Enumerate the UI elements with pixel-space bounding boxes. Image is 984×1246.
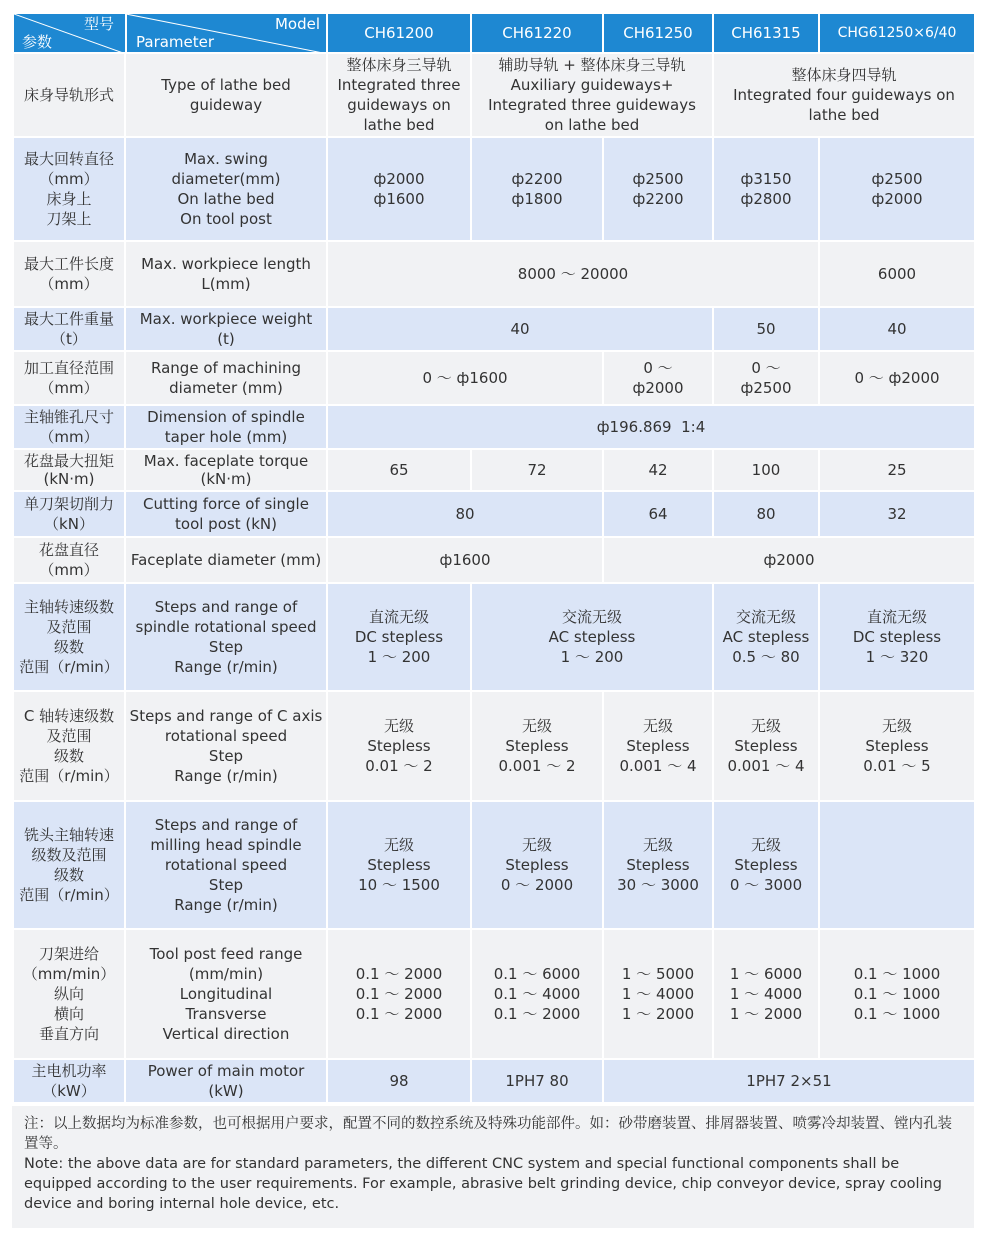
cell-value: 72 [471, 449, 603, 491]
row-machining-diameter-range [13, 351, 975, 405]
en-label: Max. swing diameter(mm) On lathe bed On tool post [125, 137, 327, 241]
cell-value: 无级 Stepless 0 ～ 2000 [471, 801, 603, 929]
cell-value: 辅助导轨 + 整体床身三导轨 Auxiliary guideways+ Integrated three guideways on lathe bed [471, 53, 713, 137]
en-label: Steps and range of spindle rotational speed Step Range (r/min) [125, 583, 327, 691]
en-label: Power of main motor (kW) [125, 1059, 327, 1103]
cell-value: ф2000 [603, 537, 975, 583]
cell-value: 无级 Stepless 0.001 ～ 2 [471, 691, 603, 801]
row-guideway-type [13, 53, 975, 137]
cell-value: ф1600 [327, 537, 603, 583]
cell-value: 0 ～ ф2500 [713, 351, 819, 405]
cell-value: 98 [327, 1059, 471, 1103]
model-ch61315: CH61315 [713, 13, 819, 53]
cn-label: 花盘最大扭矩 (kN·m) [13, 449, 125, 491]
en-label: Steps and range of milling head spindle rotational speed Step Range (r/min) [125, 801, 327, 929]
cell-value: 无级 Stepless 0.01 ～ 5 [819, 691, 975, 801]
cell-value: 40 [819, 307, 975, 351]
model-ch61200: CH61200 [327, 13, 471, 53]
cell-value: 无级 Stepless 10 ～ 1500 [327, 801, 471, 929]
cell-value: 0 ～ ф2000 [603, 351, 713, 405]
cell-value: 整体床身三导轨 Integrated three guideways on lathe bed [327, 53, 471, 137]
cell-value: 32 [819, 491, 975, 537]
cell-value: 无级 Stepless 30 ～ 3000 [603, 801, 713, 929]
row-milling-head-speed [13, 801, 975, 929]
cell-value: ф196.869 1:4 [327, 405, 975, 449]
cell-value: ф2500 ф2200 [603, 137, 713, 241]
cell-value: ф2200 ф1800 [471, 137, 603, 241]
row-faceplate-diameter [13, 537, 975, 583]
footnote [12, 1106, 974, 1228]
en-label: Type of lathe bed guideway [125, 53, 327, 137]
cell-value: 65 [327, 449, 471, 491]
cell-value: 1PH7 80 [471, 1059, 603, 1103]
cell-value: 42 [603, 449, 713, 491]
en-label: Max. workpiece weight (t) [125, 307, 327, 351]
en-label: Max. faceplate torque (kN·m) [125, 449, 327, 491]
en-label: Steps and range of C axis rotational speed Step Range (r/min) [125, 691, 327, 801]
cell-value: 80 [327, 491, 603, 537]
cell-value: 交流无级 AC stepless 1 ～ 200 [471, 583, 713, 691]
cn-label: 最大工件重量（t） [13, 307, 125, 351]
cn-label: 加工直径范围（mm） [13, 351, 125, 405]
row-main-motor-power [13, 1059, 975, 1103]
row-max-workpiece-weight [13, 307, 975, 351]
cn-label: 最大回转直径（mm） 床身上 刀架上 [13, 137, 125, 241]
cell-value: 无级 Stepless 0.01 ～ 2 [327, 691, 471, 801]
row-max-faceplate-torque [13, 449, 975, 491]
row-max-swing-diameter [13, 137, 975, 241]
cell-value: 0.1 ～ 1000 0.1 ～ 1000 0.1 ～ 1000 [819, 929, 975, 1059]
header-en-model: Model [274, 15, 320, 33]
en-label: Tool post feed range (mm/min) Longitudinal Transverse Vertical direction [125, 929, 327, 1059]
cn-label: 主电机功率（kW） [13, 1059, 125, 1103]
header-diagonal-cell [13, 13, 327, 53]
row-cutting-force [13, 491, 975, 537]
cell-value: 无级 Stepless 0.001 ～ 4 [713, 691, 819, 801]
en-label: Range of machining diameter (mm) [125, 351, 327, 405]
cell-value: 80 [713, 491, 819, 537]
cn-label: 铣头主轴转速级数及范围 级数 范围（r/min） [13, 801, 125, 929]
cell-value: 直流无级 DC stepless 1 ～ 200 [327, 583, 471, 691]
cell-value: 无级 Stepless 0 ～ 3000 [713, 801, 819, 929]
cell-value: 1 ～ 5000 1 ～ 4000 1 ～ 2000 [603, 929, 713, 1059]
cell-value: ф2500 ф2000 [819, 137, 975, 241]
en-label: Max. workpiece length L(mm) [125, 241, 327, 307]
cell-value: ф2000 ф1600 [327, 137, 471, 241]
cell-value [819, 801, 975, 929]
model-chg61250: CHG61250×6/40 [819, 13, 975, 53]
footnote-en: Note: the above data are for standard parameters, the different CNC system and special functional components shall be equipped according to the user requirements. For example, abrasive belt grinding device, chip conveyor device, spray cooling device and boring internal hole device, etc. [24, 1156, 942, 1212]
cell-value: 直流无级 DC stepless 1 ～ 320 [819, 583, 975, 691]
en-label: Cutting force of single tool post (kN) [125, 491, 327, 537]
cell-value: 25 [819, 449, 975, 491]
spec-table [12, 12, 976, 1104]
row-spindle-speed [13, 583, 975, 691]
header-en-param: Parameter [136, 33, 215, 51]
cn-label: 床身导轨形式 [13, 53, 125, 137]
header-cn-model: 型号 [83, 15, 114, 33]
cn-label: 主轴转速级数及范围 级数 范围（r/min） [13, 583, 125, 691]
en-label: Dimension of spindle taper hole (mm) [125, 405, 327, 449]
row-spindle-taper-hole [13, 405, 975, 449]
cn-label: 主轴锥孔尺寸（mm） [13, 405, 125, 449]
header-row [13, 13, 975, 53]
cn-label: 最大工件长度（mm） [13, 241, 125, 307]
row-tool-post-feed [13, 929, 975, 1059]
row-max-workpiece-length [13, 241, 975, 307]
header-cn-param: 参数 [22, 33, 53, 51]
cell-value: 无级 Stepless 0.001 ～ 4 [603, 691, 713, 801]
cell-value: 0 ～ ф1600 [327, 351, 603, 405]
cell-value: 整体床身四导轨 Integrated four guideways on lathe bed [713, 53, 975, 137]
cell-value: ф3150 ф2800 [713, 137, 819, 241]
en-label: Faceplate diameter (mm) [125, 537, 327, 583]
cell-value: 1 ～ 6000 1 ～ 4000 1 ～ 2000 [713, 929, 819, 1059]
cell-value: 交流无级 AC stepless 0.5 ～ 80 [713, 583, 819, 691]
cell-value: 0.1 ～ 2000 0.1 ～ 2000 0.1 ～ 2000 [327, 929, 471, 1059]
cn-label: 单刀架切削力（kN） [13, 491, 125, 537]
cell-value: 64 [603, 491, 713, 537]
cn-label: 刀架进给（mm/min） 纵向 横向 垂直方向 [13, 929, 125, 1059]
cell-value: 1PH7 2×51 [603, 1059, 975, 1103]
cn-label: C 轴转速级数及范围 级数 范围（r/min） [13, 691, 125, 801]
cell-value: 0.1 ～ 6000 0.1 ～ 4000 0.1 ～ 2000 [471, 929, 603, 1059]
row-c-axis-speed [13, 691, 975, 801]
model-ch61220: CH61220 [471, 13, 603, 53]
cell-value: 0 ～ ф2000 [819, 351, 975, 405]
footnote-cn: 注：以上数据均为标准参数，也可根据用户要求，配置不同的数控系统及特殊功能部件。如：砂带磨装置、排屑器装置、喷雾冷却装置、镗内孔装置等。 [24, 1116, 952, 1152]
cell-value: 50 [713, 307, 819, 351]
cell-value: 6000 [819, 241, 975, 307]
cell-value: 8000 ～ 20000 [327, 241, 819, 307]
model-ch61250: CH61250 [603, 13, 713, 53]
cn-label: 花盘直径（mm） [13, 537, 125, 583]
cell-value: 100 [713, 449, 819, 491]
cell-value: 40 [327, 307, 713, 351]
